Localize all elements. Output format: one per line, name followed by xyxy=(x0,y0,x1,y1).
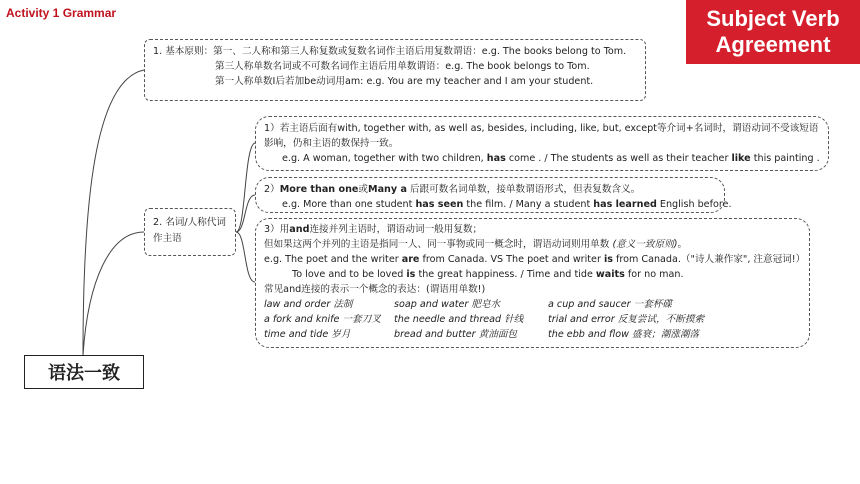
sub-rule-3-box xyxy=(255,218,810,348)
expression-item: the needle and thread 针线 xyxy=(394,314,524,325)
expression-item: a fork and knife 一套刀叉 xyxy=(264,314,381,325)
activity-label: Activity 1 Grammar xyxy=(6,6,117,20)
connector-rule2-sub2 xyxy=(236,195,255,232)
text: 但如果这两个并列的主语是指同一人、同一事物或同一概念时，谓语动词则用单数 xyxy=(264,239,613,250)
bold-verb: has xyxy=(486,153,506,164)
bold-phrase: More than one xyxy=(279,184,359,195)
italic-note: (意义一致原则) xyxy=(612,239,678,250)
expression-item: trial and error 反复尝试，不断摸索 xyxy=(548,314,705,325)
sub-rule-1-line-1: 1）若主语后面有with, together with, as well as, besides, including, like, but, except等介词+名词时，谓语动词不受该短语 xyxy=(264,123,819,134)
text: e.g. More than one student xyxy=(282,199,416,210)
bold-verb: is xyxy=(603,254,613,265)
text: the great happiness. / Time and tide xyxy=(415,269,596,280)
text: 2） xyxy=(264,184,280,195)
sub-rule-3-line-2 xyxy=(264,237,801,252)
sub-rule-3-line-1 xyxy=(264,222,801,237)
expression-row xyxy=(264,297,801,312)
expression-item: bread and butter 黄油面包 xyxy=(394,329,518,340)
text: for no man. xyxy=(624,269,684,280)
sub-rule-3-line-5: 常见and连接的表示一个概念的表达：(谓语用单数!) xyxy=(264,284,486,295)
sub-rule-2-box xyxy=(255,177,732,213)
bold-verb: are xyxy=(401,254,420,265)
text: this painting . xyxy=(750,153,820,164)
expression-row xyxy=(264,312,801,327)
connector-root-rule2 xyxy=(83,232,144,355)
rule-1-line-3: 第一人称单数I后若加be动词用am: e.g. You are my teacher and I am your student. xyxy=(215,76,594,87)
text: To love and to be loved xyxy=(292,269,407,280)
sub-rule-2-example xyxy=(264,197,732,212)
sub-rule-3-example-2 xyxy=(264,267,801,282)
bold-verb: has learned xyxy=(593,199,657,210)
connector-rule2-sub3 xyxy=(236,232,255,282)
text: 。 xyxy=(677,239,688,250)
text: come . / The students as well as their teacher xyxy=(505,153,732,164)
text: e.g. The poet and the writer xyxy=(264,254,402,265)
text: from Canada.（"诗人兼作家", 注意冠词!） xyxy=(612,254,806,265)
bold-word: and xyxy=(289,224,310,235)
title-line-1: Subject Verb xyxy=(706,6,840,31)
bold-verb: has seen xyxy=(415,199,464,210)
sub-rule-3-example-1 xyxy=(264,252,806,267)
expression-row xyxy=(264,327,801,342)
rule-1-box xyxy=(144,39,646,101)
sub-rule-1-box xyxy=(255,116,829,171)
text: 或 xyxy=(358,184,369,195)
expression-item: law and order 法制 xyxy=(264,299,353,310)
title-line-2: Agreement xyxy=(715,32,831,57)
connector-root-rule1 xyxy=(83,70,144,355)
expression-item: a cup and saucer 一套杯碟 xyxy=(548,299,673,310)
text: from Canada. VS The poet and writer xyxy=(419,254,604,265)
sub-rule-1-example xyxy=(264,151,820,166)
bold-verb: like xyxy=(731,153,751,164)
sub-rule-1-line-2: 影响，仍和主语的数保持一致。 xyxy=(264,138,399,149)
bold-verb: is xyxy=(406,269,416,280)
text: e.g. A woman, together with two children, xyxy=(282,153,487,164)
rule-1-line-1: 1. 基本原则：第一、二人称和第三人称复数或复数名词作主语后用复数谓语：e.g. The books belong to Tom. xyxy=(153,46,627,57)
sub-rule-2-line-1 xyxy=(264,182,716,197)
bold-verb: waits xyxy=(595,269,625,280)
text: the film. / Many a student xyxy=(463,199,594,210)
text: 后跟可数名词单数，接单数谓语形式，但表复数含义。 xyxy=(406,184,641,195)
expression-item: the ebb and flow 盛衰；潮涨潮落 xyxy=(548,329,700,340)
rule-2-box: 2. 名词/人称代词作主语 xyxy=(144,208,236,256)
expression-item: soap and water 肥皂水 xyxy=(394,299,501,310)
text: English before. xyxy=(656,199,732,210)
text: 连接并列主语时，谓语动词一般用复数； xyxy=(309,224,483,235)
bold-phrase: Many a xyxy=(368,184,407,195)
connector-rule2-sub1 xyxy=(236,143,255,232)
expression-item: time and tide 岁月 xyxy=(264,329,351,340)
root-node: 语法一致 xyxy=(24,355,144,389)
rule-1-line-2: 第三人称单数名词或不可数名词作主语后用单数谓语：e.g. The book belongs to Tom. xyxy=(215,61,590,72)
text: 3）用 xyxy=(264,224,290,235)
